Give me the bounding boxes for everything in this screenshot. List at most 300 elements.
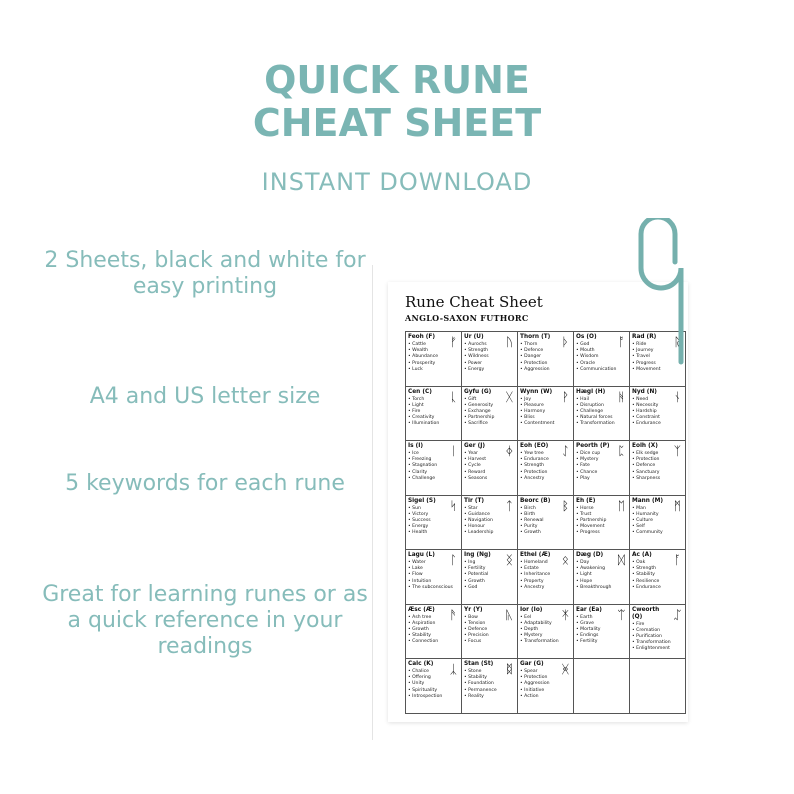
- rune-keyword: • Endurance: [632, 585, 661, 591]
- rune-keyword: • Play: [576, 476, 600, 482]
- rune-keyword: • Lake: [408, 566, 453, 572]
- rune-keyword-list: [520, 342, 550, 373]
- rune-keyword: • Travel: [632, 354, 661, 360]
- rune-keyword-list: [632, 560, 661, 591]
- rune-keyword: • Wisdom: [576, 354, 616, 360]
- rune-name: Tir (T): [464, 497, 485, 504]
- rune-keyword: • Birch: [520, 506, 544, 512]
- rune-keyword: • Endurance: [632, 421, 661, 427]
- rune-keyword: • Community: [632, 530, 663, 536]
- rune-glyph: ᛟ: [561, 553, 569, 567]
- rune-keyword: • Mortality: [576, 627, 601, 633]
- rune-keyword: • Spirituality: [408, 688, 442, 694]
- rune-cell: [406, 441, 462, 496]
- rune-keyword: • Star: [464, 506, 493, 512]
- rune-keyword: • Success: [408, 518, 431, 524]
- rune-keyword: • Transformation: [632, 640, 671, 646]
- rune-keyword: • Harmony: [520, 409, 554, 415]
- rune-keyword: • Foundation: [464, 681, 497, 687]
- rune-keyword-list: [464, 669, 497, 700]
- rune-keyword: • Focus: [464, 639, 489, 645]
- rune-keyword-list: [520, 451, 549, 482]
- rune-keyword: • Ing: [464, 560, 488, 566]
- rune-keyword-list: [576, 560, 611, 591]
- rune-keyword: • Health: [408, 530, 431, 536]
- rune-name: Feoh (F): [408, 334, 436, 340]
- rune-keyword-list: [576, 397, 615, 428]
- rune-keyword: • Hardship: [632, 409, 661, 415]
- rune-glyph: ᚠ: [449, 335, 457, 349]
- rune-keyword: • Fate: [576, 463, 600, 469]
- rune-keyword: • Self: [632, 524, 663, 530]
- rune-keyword: • Abundance: [408, 354, 438, 360]
- rune-glyph: ᛥ: [505, 662, 513, 676]
- rune-keyword: • Intuition: [408, 579, 453, 585]
- rune-keyword: • Oracle: [576, 361, 616, 367]
- rune-keyword: • Permanence: [464, 688, 497, 694]
- rune-keyword: • Stability: [464, 675, 497, 681]
- rune-name: Cweorth (Q): [632, 606, 660, 620]
- rune-cell: [406, 550, 462, 605]
- rune-keyword: • Mystery: [576, 457, 600, 463]
- rune-keyword: • Inheritance: [520, 572, 550, 578]
- rune-glyph: ᛣ: [449, 662, 457, 676]
- rune-glyph: ᚳ: [449, 389, 457, 404]
- rune-keyword: • Movement: [632, 367, 661, 373]
- rune-keyword: • Purification: [632, 634, 671, 640]
- rune-keyword: • Contentment: [520, 421, 554, 427]
- feature-keywords: 5 keywords for each rune: [65, 471, 345, 496]
- rune-keyword: • Movement: [576, 524, 606, 530]
- rune-name: Ing (Ng): [464, 552, 491, 558]
- rune-glyph: ᚹ: [561, 389, 569, 404]
- rune-keyword: • Oak: [632, 560, 661, 566]
- rune-cell: [518, 332, 574, 387]
- rune-glyph: ᛉ: [673, 444, 681, 458]
- rune-cell: [462, 332, 518, 387]
- rune-keyword: • Dice cup: [576, 451, 600, 457]
- rune-cell: [406, 605, 462, 660]
- rune-glyph: ᛒ: [561, 498, 569, 513]
- rune-keyword: • Light: [408, 403, 439, 409]
- rune-keyword: • Homeland: [520, 560, 550, 566]
- rune-keyword: • Growth: [520, 530, 544, 536]
- rune-name: Rad (R): [632, 334, 657, 340]
- rune-cell: [406, 387, 462, 442]
- rune-keyword: • Hope: [576, 579, 611, 585]
- sheet-subtitle: ANGLO-SAXON FUTHORC: [405, 313, 529, 323]
- rune-keyword: • Guidance: [464, 512, 493, 518]
- rune-keyword: • Elk sedge: [632, 451, 660, 457]
- rune-glyph: ᚻ: [617, 389, 625, 404]
- rune-name: Cen (C): [408, 388, 432, 395]
- rune-keyword: • Resilience: [632, 579, 661, 585]
- rune-keyword: • Wealth: [408, 348, 438, 354]
- rune-keyword: • Ash tree: [408, 615, 438, 621]
- rune-keyword: • Growth: [408, 627, 438, 633]
- rune-keyword: • Illumination: [408, 421, 439, 427]
- rune-keyword: • Defence: [632, 463, 660, 469]
- rune-keyword: • Exchange: [464, 409, 494, 415]
- rune-keyword-list: [520, 615, 559, 646]
- rune-keyword: • Awakening: [576, 566, 611, 572]
- divider: [372, 265, 373, 740]
- rune-keyword: • Challenge: [576, 409, 615, 415]
- rune-name: Ur (U): [464, 334, 484, 340]
- rune-keyword: • Tension: [464, 621, 489, 627]
- rune-keyword: • Introspection: [408, 694, 442, 700]
- rune-cell: [462, 605, 518, 660]
- rune-keyword: • Hail: [576, 397, 615, 403]
- paperclip-icon: [612, 218, 692, 368]
- rune-keyword: • Purity: [520, 524, 544, 530]
- rune-name: Mann (M): [632, 497, 664, 504]
- rune-cell: [574, 550, 630, 605]
- rune-cell: [406, 332, 462, 387]
- rune-cell: [462, 387, 518, 442]
- rune-keyword: • Generosity: [464, 403, 494, 409]
- rune-keyword: • Transformation: [576, 421, 615, 427]
- rune-keyword: • Adaptability: [520, 621, 559, 627]
- rune-keyword: • Progress: [632, 361, 661, 367]
- rune-glyph: ᛖ: [617, 498, 625, 513]
- rune-glyph: ᛋ: [449, 498, 457, 513]
- rune-keyword-list: [464, 615, 489, 646]
- rune-keyword: • Bliss: [520, 415, 554, 421]
- rune-glyph: ᛚ: [449, 553, 457, 567]
- rune-cell: [518, 659, 574, 714]
- rune-keyword-list: [520, 669, 550, 700]
- rune-glyph: ᛄ: [505, 444, 513, 458]
- rune-cell: [574, 496, 630, 551]
- rune-keyword-list: [408, 669, 442, 700]
- rune-keyword: • Stability: [408, 633, 438, 639]
- rune-cell: [518, 387, 574, 442]
- rune-keyword: • Defence: [464, 627, 489, 633]
- rune-cell: [630, 496, 686, 551]
- rune-keyword: • Light: [576, 572, 611, 578]
- rune-keyword: • Reality: [464, 694, 497, 700]
- sheet-title: Rune Cheat Sheet: [405, 293, 543, 311]
- rune-cell: [518, 441, 574, 496]
- rune-keyword: • Defence: [520, 348, 550, 354]
- rune-keyword-list: [464, 506, 493, 537]
- rune-keyword: • Chalice: [408, 669, 442, 675]
- rune-keyword: • Joy: [520, 397, 554, 403]
- rune-keyword: • Chance: [576, 470, 600, 476]
- rune-keyword: • Day: [576, 560, 611, 566]
- rune-keyword: • Fire: [408, 409, 439, 415]
- rune-keyword: • Strength: [520, 463, 549, 469]
- rune-keyword-list: [408, 506, 431, 537]
- rune-keyword: • Aggression: [520, 367, 550, 373]
- rune-keyword-list: [408, 397, 439, 428]
- rune-cell: [630, 605, 686, 660]
- rune-keyword-list: [408, 615, 438, 646]
- rune-keyword: • Endurance: [520, 457, 549, 463]
- rune-keyword: • Enlightenment: [632, 646, 671, 652]
- rune-cell: [574, 441, 630, 496]
- rune-keyword: • Honour: [464, 524, 493, 530]
- rune-cell: [518, 605, 574, 660]
- rune-name: Stan (St): [464, 661, 494, 667]
- rune-keyword: • Mystery: [520, 633, 559, 639]
- rune-keyword-list: [632, 397, 661, 428]
- rune-keyword: • Fertility: [464, 566, 488, 572]
- rune-keyword: • Grave: [576, 621, 601, 627]
- rune-keyword: • Culture: [632, 518, 663, 524]
- rune-keyword: • Endings: [576, 633, 601, 639]
- rune-glyph: ᛏ: [505, 498, 513, 513]
- rune-keyword: • Stability: [632, 572, 661, 578]
- rune-glyph: ᛁ: [449, 444, 457, 458]
- rune-keyword: • Potential: [464, 572, 488, 578]
- rune-keyword: • Partnership: [576, 518, 606, 524]
- rune-keyword: • Need: [632, 397, 661, 403]
- rune-keyword: • Navigation: [464, 518, 493, 524]
- rune-keyword: • God: [464, 585, 488, 591]
- rune-glyph: ᚷ: [505, 389, 513, 404]
- rune-keyword: • Estate: [520, 566, 550, 572]
- rune-keyword: • Seasons: [464, 476, 487, 482]
- rune-keyword: • Precision: [464, 633, 489, 639]
- rune-name: Ac (A): [632, 552, 652, 558]
- rune-keyword: • Spear: [520, 669, 550, 675]
- rune-keyword: • Energy: [408, 524, 431, 530]
- rune-keyword: • Creativity: [408, 415, 439, 421]
- rune-keyword: • Prosperity: [408, 361, 438, 367]
- rune-name: Is (I): [408, 443, 424, 449]
- rune-keyword: • Strength: [632, 566, 661, 572]
- rune-keyword: • Progress: [576, 530, 606, 536]
- rune-keyword: • Horse: [576, 506, 606, 512]
- rune-keyword: • Cremation: [632, 628, 671, 634]
- rune-glyph: ᛞ: [617, 553, 625, 567]
- rune-keyword-list: [520, 397, 554, 428]
- rune-keyword: • Aspiration: [408, 621, 438, 627]
- rune-keyword: • Necessity: [632, 403, 661, 409]
- rune-keyword: • Wildness: [464, 354, 489, 360]
- rune-glyph: ᛈ: [617, 444, 625, 458]
- feature-sizes: A4 and US letter size: [89, 384, 321, 409]
- rune-keyword-list: [464, 397, 494, 428]
- rune-name: Gar (G): [520, 661, 544, 667]
- rune-keyword: • Breakthrough: [576, 585, 611, 591]
- rune-keyword: • Protection: [632, 457, 660, 463]
- title-line-1: QUICK RUNE: [264, 58, 530, 102]
- rune-keyword: • Natural forces: [576, 415, 615, 421]
- rune-keyword: • Mouth: [576, 348, 616, 354]
- rune-keyword: • God: [576, 342, 616, 348]
- rune-keyword: • Luck: [408, 367, 438, 373]
- rune-name: Ger (J): [464, 443, 486, 449]
- rune-keyword: • Eel: [520, 615, 559, 621]
- rune-name: Hægl (H): [576, 388, 606, 395]
- rune-keyword: • Reward: [464, 470, 487, 476]
- rune-name: Calc (K): [408, 661, 434, 667]
- rune-keyword: • Disruption: [576, 403, 615, 409]
- rune-keyword: • Ice: [408, 451, 437, 457]
- rune-keyword-list: [464, 342, 489, 373]
- rune-keyword: • Leadership: [464, 530, 493, 536]
- rune-keyword-list: [408, 560, 453, 591]
- rune-cell: [462, 550, 518, 605]
- rune-glyph: ᛢ: [673, 607, 681, 622]
- rune-keyword: • Growth: [464, 579, 488, 585]
- rune-keyword-list: [520, 560, 550, 591]
- rune-keyword: • Action: [520, 694, 550, 700]
- rune-name: Eh (E): [576, 497, 596, 504]
- rune-keyword: • Yew tree: [520, 451, 549, 457]
- rune-glyph: ᛗ: [673, 498, 681, 513]
- rune-keyword: • Strength: [464, 348, 489, 354]
- rune-name: Yr (Y): [464, 606, 483, 613]
- rune-name: Sigel (S): [408, 497, 436, 504]
- rune-grid: [405, 331, 686, 714]
- feature-sheets: 2 Sheets, black and white for easy printing: [44, 248, 366, 299]
- rune-name: Ear (Ea): [576, 606, 602, 613]
- rune-cell: [406, 496, 462, 551]
- empty-rune-cell: [630, 659, 686, 714]
- rune-name: Os (O): [576, 334, 597, 340]
- rune-keyword: • Cycle: [464, 463, 487, 469]
- rune-keyword: • Aggression: [520, 681, 550, 687]
- rune-keyword: • Unity: [408, 681, 442, 687]
- rune-name: Dæg (D): [576, 552, 604, 558]
- rune-name: Nyd (N): [632, 388, 657, 395]
- rune-glyph: ᚪ: [673, 553, 681, 567]
- rune-keyword-list: [464, 560, 488, 591]
- rune-name: Thorn (T): [520, 334, 551, 340]
- rune-keyword: • Man: [632, 506, 663, 512]
- rune-keyword: • Water: [408, 560, 453, 566]
- rune-cell: [518, 550, 574, 605]
- rune-keyword-list: [632, 506, 663, 537]
- rune-keyword: • Cattle: [408, 342, 438, 348]
- rune-keyword-list: [632, 451, 660, 482]
- rune-keyword-list: [408, 342, 438, 373]
- rune-keyword: • Initiative: [520, 688, 550, 694]
- rune-cell: [462, 441, 518, 496]
- rune-glyph: ᚱ: [673, 335, 681, 349]
- rune-keyword: • Harvest: [464, 457, 487, 463]
- rune-keyword: • Torch: [408, 397, 439, 403]
- rune-keyword: • Sacrifice: [464, 421, 494, 427]
- rune-keyword-list: [408, 451, 437, 482]
- rune-name: Beorc (B): [520, 497, 551, 504]
- rune-glyph: ᛠ: [617, 607, 625, 622]
- rune-keyword: • Fire: [632, 622, 671, 628]
- rune-cell: [630, 441, 686, 496]
- rune-keyword: • Danger: [520, 354, 550, 360]
- rune-cell: [518, 496, 574, 551]
- rune-keyword: • Flow: [408, 572, 453, 578]
- rune-cell: [406, 659, 462, 714]
- rune-keyword: • Sanctuary: [632, 470, 660, 476]
- rune-keyword: • Freezing: [408, 457, 437, 463]
- rune-keyword: • Sun: [408, 506, 431, 512]
- rune-keyword: • Birth: [520, 512, 544, 518]
- rune-keyword: • Transformation: [520, 639, 559, 645]
- empty-rune-cell: [574, 659, 630, 714]
- rune-name: Ethel (Æ): [520, 552, 551, 558]
- rune-keyword-list: [576, 506, 606, 537]
- rune-keyword: • Trust: [576, 512, 606, 518]
- rune-keyword: • Partnership: [464, 415, 494, 421]
- rune-keyword: • Communication: [576, 367, 616, 373]
- rune-keyword: • Ride: [632, 342, 661, 348]
- rune-keyword: • Sharpness: [632, 476, 660, 482]
- rune-glyph: ᚦ: [561, 335, 569, 349]
- rune-keyword: • Earth: [576, 615, 601, 621]
- rune-glyph: ᛡ: [561, 607, 569, 622]
- rune-name: Æsc (Æ): [408, 606, 435, 613]
- rune-cell: [630, 550, 686, 605]
- rune-name: Gyfu (G): [464, 388, 492, 395]
- rune-keyword: • Renewal: [520, 518, 544, 524]
- rune-keyword: • Protection: [520, 361, 550, 367]
- rune-glyph: ᚸ: [561, 662, 569, 676]
- rune-glyph: ᛝ: [505, 553, 513, 567]
- rune-cell: [462, 659, 518, 714]
- rune-keyword: • Journey: [632, 348, 661, 354]
- rune-keyword: • Offering: [408, 675, 442, 681]
- rune-keyword: • Protection: [520, 470, 549, 476]
- rune-keyword: • Humanity: [632, 512, 663, 518]
- rune-keyword: • Ancestry: [520, 476, 549, 482]
- rune-keyword: • Stone: [464, 669, 497, 675]
- rune-keyword-list: [464, 451, 487, 482]
- rune-glyph: ᚣ: [505, 607, 513, 622]
- rune-keyword: • Challenge: [408, 476, 437, 482]
- rune-name: Eoh (EO): [520, 443, 549, 449]
- rune-keyword: • Power: [464, 361, 489, 367]
- rune-cell: [574, 387, 630, 442]
- rune-name: Peorth (P): [576, 443, 610, 449]
- rune-glyph: ᚢ: [505, 335, 513, 349]
- rune-glyph: ᚫ: [449, 607, 457, 622]
- rune-name: Wynn (W): [520, 388, 553, 395]
- rune-keyword: • Energy: [464, 367, 489, 373]
- title-line-2: CHEAT SHEET: [252, 101, 542, 145]
- rune-name: Eolh (X): [632, 443, 658, 449]
- subtitle: INSTANT DOWNLOAD: [261, 168, 533, 196]
- rune-keyword: • Pleasure: [520, 403, 554, 409]
- rune-keyword: • Bow: [464, 615, 489, 621]
- rune-keyword-list: [576, 451, 600, 482]
- rune-glyph: ᚩ: [617, 335, 625, 349]
- rune-cell: [462, 496, 518, 551]
- rune-keyword: • The subconscious: [408, 585, 453, 591]
- rune-keyword-list: [576, 342, 616, 373]
- rune-keyword: • Year: [464, 451, 487, 457]
- rune-cell: [574, 605, 630, 660]
- rune-keyword: • Victory: [408, 512, 431, 518]
- rune-name: Ior (Io): [520, 606, 543, 613]
- rune-keyword: • Ancestry: [520, 585, 550, 591]
- rune-keyword: • Fertility: [576, 639, 601, 645]
- rune-keyword: • Clarity: [408, 470, 437, 476]
- rune-cell: [630, 387, 686, 442]
- rune-keyword-list: [576, 615, 601, 646]
- rune-keyword: • Connection: [408, 639, 438, 645]
- rune-keyword: • Aurochs: [464, 342, 489, 348]
- rune-keyword: • Property: [520, 579, 550, 585]
- rune-keyword: • Depth: [520, 627, 559, 633]
- rune-name: Lagu (L): [408, 552, 435, 558]
- feature-learning: Great for learning runes or as a quick reference in your readings: [42, 582, 368, 659]
- rune-keyword-list: [520, 506, 544, 537]
